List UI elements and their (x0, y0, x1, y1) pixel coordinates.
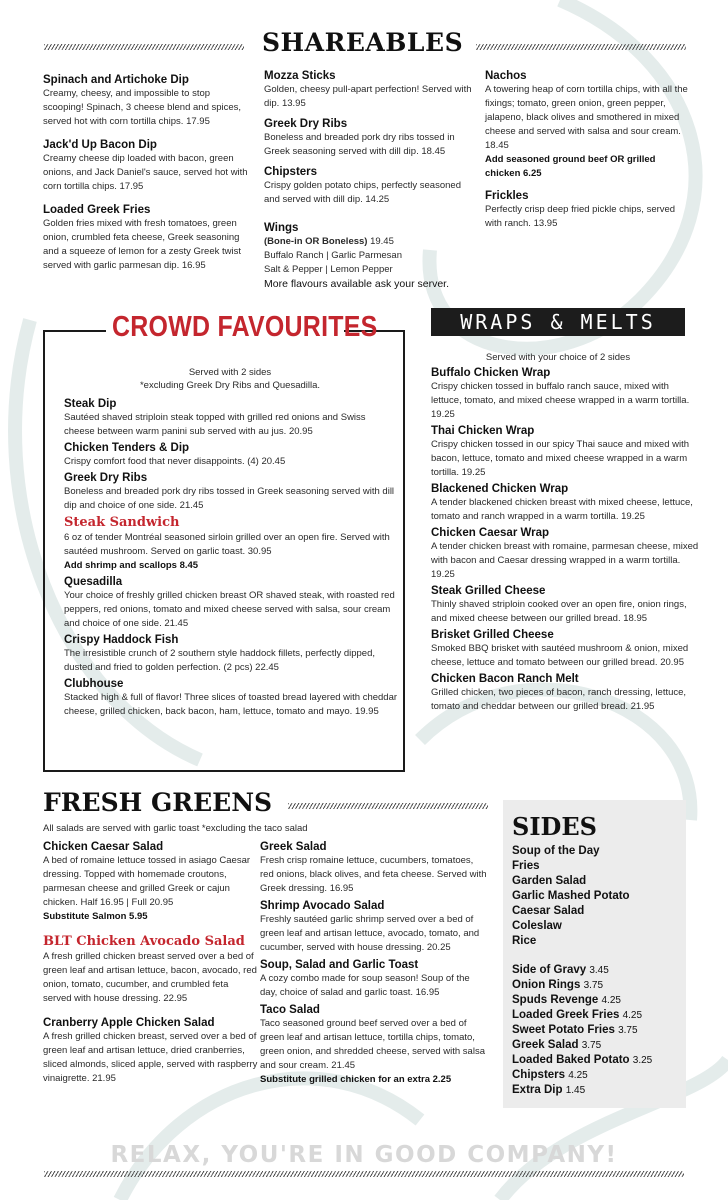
menu-item-name: Crispy Haddock Fish (64, 634, 179, 646)
wings-name: Wings (264, 222, 299, 234)
side-extra-name: Greek Salad (512, 1039, 579, 1051)
menu-item (485, 69, 690, 181)
menu-item-name: Frickles (485, 190, 529, 202)
menu-item-addon: Substitute Salmon 5.95 (43, 911, 148, 922)
wings-item (264, 221, 484, 291)
menu-item (64, 515, 398, 573)
menu-item (264, 117, 478, 159)
side-extra-item (512, 1083, 652, 1098)
menu-item (260, 958, 488, 1000)
menu-item (431, 672, 701, 714)
menu-item-name: Soup, Salad and Garlic Toast (260, 959, 419, 971)
menu-item-name: Steak Grilled Cheese (431, 585, 546, 597)
wings-options: (Bone-in OR Boneless) (264, 236, 368, 247)
divider-hatch (476, 44, 686, 50)
side-extra-name: Sweet Potato Fries (512, 1024, 615, 1036)
side-option: Garlic Mashed Potato (512, 890, 630, 902)
menu-item (64, 441, 398, 469)
menu-item-description: Boneless and breaded pork dry ribs tossed in Greek seasoning served with dill dip and choice of one side. 21.45 (64, 486, 395, 511)
menu-item (64, 575, 398, 631)
shareables-column-3 (485, 69, 690, 239)
menu-item-name: Chicken Bacon Ranch Melt (431, 673, 579, 685)
wings-flavours-2: Salt & Pepper | Lemon Pepper (264, 264, 393, 275)
menu-item (260, 840, 488, 896)
menu-item-description: Golden fries mixed with fresh tomatoes, green onion, crumbled feta cheese, Greek seasoning and a squeeze of lemon for a zesty Greek twist served with garlic parmesan dip. 16.95 (43, 218, 242, 271)
menu-item-name: Nachos (485, 70, 527, 82)
menu-item-name: Taco Salad (260, 1004, 320, 1016)
menu-item-description: Creamy cheese dip loaded with bacon, green onions, and Jack Daniel's sauce, served hot with corn tortilla chips. 17.95 (43, 153, 248, 192)
menu-item-description: A tender blackened chicken breast with mixed cheese, lettuce, tomato and ranch wrapped in a warm tortilla. 19.25 (431, 497, 693, 522)
side-extra-name: Side of Gravy (512, 964, 587, 976)
menu-item-description: Crispy chicken tossed in our spicy Thai sauce and mixed with bacon, lettuce, tomato and mixed cheese wrapped in a warm tortilla. 19.25 (431, 439, 690, 478)
menu-item-description: Crispy comfort food that never disappoints. (4) 20.45 (64, 456, 286, 467)
menu-item-description: Crispy golden potato chips, perfectly seasoned and served with dill dip. 14.25 (264, 180, 461, 205)
side-option: Fries (512, 860, 540, 872)
side-extra-price: 4.25 (622, 1010, 643, 1021)
menu-item-name: Clubhouse (64, 678, 124, 690)
divider-hatch (44, 44, 244, 50)
shareables-title: SHAREABLES (262, 28, 464, 57)
menu-item-description: A fresh grilled chicken breast served over a bed of green leaf and artisan lettuce, bacon, avocado, red onion, tomato, cucumber, and crumbled feta served with house dressing. 22.95 (43, 951, 257, 1004)
menu-item-description: 6 oz of tender Montréal seasoned sirloin grilled over an open fire. Served with sautéed mushroom. Served on garlic toast. 30.95 (64, 532, 390, 557)
side-extra-item (512, 1053, 652, 1068)
fresh-greens-column-2 (260, 840, 488, 1090)
menu-item-name: Brisket Grilled Cheese (431, 629, 554, 641)
menu-item (431, 366, 701, 422)
menu-item (64, 677, 398, 719)
menu-item (431, 584, 701, 626)
wraps-title: WRAPS & MELTS (460, 310, 656, 334)
fresh-greens-title: FRESH GREENS (43, 788, 273, 817)
side-option: Soup of the Day (512, 845, 600, 857)
side-extra-price: 3.45 (589, 965, 609, 976)
menu-item-name: Loaded Greek Fries (43, 204, 151, 216)
side-extra-price: 3.75 (581, 1040, 602, 1051)
menu-item-name: Cranberry Apple Chicken Salad (43, 1017, 215, 1029)
side-option: Garden Salad (512, 875, 587, 887)
menu-item-description: Your choice of freshly grilled chicken breast OR shaved steak, with roasted red peppers, red onions, tomato and mixed cheese served with salsa, sour cream and choice of one side. 21.45 (64, 590, 395, 629)
side-option: Rice (512, 935, 537, 947)
side-extra-name: Onion Rings (512, 979, 581, 991)
menu-item-description: The irresistible crunch of 2 southern style haddock fillets, perfectly dipped, dusted and fried to golden perfection. (2 pcs) 22.45 (64, 648, 376, 673)
menu-item-description: A bed of romaine lettuce tossed in asiago Caesar dressing. Topped with homemade croutons, parmesan cheese and grilled Greek or cajun chicken. Half 16.95 | Full 20.95 (43, 855, 251, 908)
side-extra-price: 3.75 (618, 1025, 638, 1036)
menu-item-name: Shrimp Avocado Salad (260, 900, 385, 912)
menu-item-description: Creamy, cheesy, and impossible to stop scooping! Spinach, 3 cheese blend and spices, served hot with corn tortilla chips. 17.95 (43, 88, 242, 127)
menu-item-name: Spinach and Artichoke Dip (43, 74, 189, 86)
wraps-note: Served with your choice of 2 sides (485, 352, 631, 363)
menu-item-description: A cozy combo made for soup season! Soup of the day, choice of salad and garlic toast. 16.95 (260, 973, 470, 998)
menu-item-name: Thai Chicken Wrap (431, 425, 535, 437)
menu-item-description: Taco seasoned ground beef served over a bed of green leaf and artisan lettuce, tortilla chips, tomato, green onion, and shredded cheese, served with salsa and sour cream. 21.45 (260, 1018, 485, 1071)
fresh-greens-column-1 (43, 840, 258, 1096)
menu-item-description: A towering heap of corn tortilla chips, with all the fixings; tomato, green onion, green pepper, jalapeno, black olives and smothered in mixed cheese and served with salsa and sour cream. 18.45 (485, 84, 688, 151)
menu-item-description: Crispy chicken tossed in buffalo ranch sauce, mixed with lettuce, tomato, and mixed cheese wrapped in a warm tortilla. 19.25 (431, 381, 690, 420)
menu-item (431, 526, 701, 582)
menu-item (64, 471, 398, 513)
wings-price: 19.45 (367, 236, 394, 247)
menu-item-addon: Substitute grilled chicken for an extra 2.25 (260, 1074, 452, 1085)
menu-item-description: Grilled chicken, two pieces of bacon, ranch dressing, lettuce, tomato and cheddar between our grilled bread. 21.95 (431, 687, 687, 712)
side-extra-price: 4.25 (601, 995, 621, 1006)
menu-item (43, 840, 258, 924)
side-extra-price: 1.45 (565, 1085, 586, 1096)
crowd-favourites-title: CROWD FAVOURITES (112, 311, 378, 343)
menu-item-description: Thinly shaved striploin cooked over an open fire, onion rings, and mixed cheese between our grilled bread. 18.95 (431, 599, 687, 624)
shareables-column-1 (43, 73, 253, 282)
side-extra-item (512, 963, 652, 978)
menu-item (260, 1003, 488, 1087)
menu-item-name: Steak Sandwich (64, 515, 180, 530)
menu-item (64, 633, 398, 675)
menu-item-name: Quesadilla (64, 576, 123, 588)
side-extra-item (512, 1008, 652, 1023)
menu-item-name: Buffalo Chicken Wrap (431, 367, 551, 379)
menu-item-name: Greek Dry Ribs (64, 472, 148, 484)
menu-item-addon: Add shrimp and scallops 8.45 (64, 560, 199, 571)
side-extra-item (512, 978, 652, 993)
side-extra-item (512, 1023, 652, 1038)
side-option: Coleslaw (512, 920, 562, 932)
menu-item (264, 165, 478, 207)
side-extra-price: 3.75 (583, 980, 604, 991)
menu-item-description: A fresh grilled chicken breast, served over a bed of green leaf and artisan lettuce, dried cranberries, sliced almonds, sliced apple, served with raspberry vinaigrette. 21.95 (43, 1031, 258, 1084)
menu-item-name: Blackened Chicken Wrap (431, 483, 569, 495)
side-extra-name: Loaded Greek Fries (512, 1009, 620, 1021)
side-extra-name: Extra Dip (512, 1084, 563, 1096)
menu-item-name: Steak Dip (64, 398, 117, 410)
menu-item-description: Boneless and breaded pork dry ribs tossed in Greek seasoning served with dill dip. 18.45 (264, 132, 455, 157)
menu-item (43, 73, 253, 129)
menu-item (431, 482, 701, 524)
crowd-favourites-note: Served with 2 sides *excluding Greek Dry Ribs and Quesadilla. (139, 367, 321, 391)
menu-item (260, 899, 488, 955)
menu-item-description: Stacked high & full of flavor! Three slices of toasted bread layered with cheddar cheese, grilled chicken, back bacon, ham, lettuce, tomato and mayo. 19.95 (64, 692, 398, 717)
side-extra-item (512, 1038, 652, 1053)
menu-item (43, 138, 253, 194)
divider-hatch (288, 803, 488, 809)
side-extra-name: Chipsters (512, 1069, 566, 1081)
wings-more-note: More flavours available ask your server. (264, 278, 449, 290)
footer-slogan: RELAX, YOU'RE IN GOOD COMPANY! (110, 1142, 618, 1168)
shareables-column-2 (264, 69, 478, 213)
menu-item-name: Mozza Sticks (264, 70, 336, 82)
wraps-list (431, 366, 701, 716)
menu-item-addon: Add seasoned ground beef OR grilled chicken 6.25 (485, 154, 656, 179)
side-extra-price: 4.25 (568, 1070, 588, 1081)
menu-item (431, 424, 701, 480)
wings-flavours-1: Buffalo Ranch | Garlic Parmesan (264, 250, 402, 261)
menu-item-description: Golden, cheesy pull-apart perfection! Served with dip. 13.95 (264, 84, 472, 109)
menu-item (43, 203, 253, 273)
menu-item-name: Chicken Caesar Salad (43, 841, 164, 853)
side-extra-item (512, 993, 652, 1008)
sides-extras-list (512, 963, 652, 1098)
menu-item-name: Chicken Caesar Wrap (431, 527, 550, 539)
menu-item (64, 397, 398, 439)
menu-item (43, 934, 258, 1006)
side-extra-name: Loaded Baked Potato (512, 1054, 630, 1066)
crowd-favourites-list (64, 397, 398, 721)
sides-list (512, 844, 630, 949)
menu-item-name: Chipsters (264, 166, 318, 178)
side-extra-item (512, 1068, 652, 1083)
side-option: Caesar Salad (512, 905, 585, 917)
side-extra-price: 3.25 (632, 1055, 653, 1066)
menu-item (485, 189, 690, 231)
menu-item-name: Jack'd Up Bacon Dip (43, 139, 157, 151)
sides-title: SIDES (512, 812, 597, 841)
fresh-greens-note: All salads are served with garlic toast *excluding the taco salad (43, 823, 308, 834)
menu-item-name: Greek Dry Ribs (264, 118, 348, 130)
menu-item-name: Greek Salad (260, 841, 327, 853)
menu-item (264, 69, 478, 111)
menu-item-description: Freshly sautéed garlic shrimp served over a bed of green leaf and artisan lettuce, avocado, tomato, and cucumber, served with house dressing. 20.25 (260, 914, 480, 953)
footer-divider-hatch (44, 1171, 684, 1177)
menu-item (431, 628, 701, 670)
menu-item-name: Chicken Tenders & Dip (64, 442, 190, 454)
menu-item-description: Smoked BBQ brisket with sautéed mushroom & onion, mixed cheese, lettuce and tomato between our grilled bread. 20.95 (431, 643, 689, 668)
menu-item-description: Perfectly crisp deep fried pickle chips, served with ranch. 13.95 (485, 204, 676, 229)
menu-item-description: A tender chicken breast with romaine, parmesan cheese, mixed with bacon and Caesar dressing wrapped in a warm tortilla. 19.25 (431, 541, 699, 580)
menu-item-description: Fresh crisp romaine lettuce, cucumbers, tomatoes, red onions, black olives, and feta cheese. Served with Greek dressing. 16.95 (260, 855, 487, 894)
side-extra-name: Spuds Revenge (512, 994, 599, 1006)
menu-item-name: BLT Chicken Avocado Salad (43, 934, 245, 949)
menu-item (43, 1016, 258, 1086)
menu-item-description: Sautéed shaved striploin steak topped with grilled red onions and Swiss cheese between warm panini sub served with au jus. 20.95 (64, 412, 366, 437)
